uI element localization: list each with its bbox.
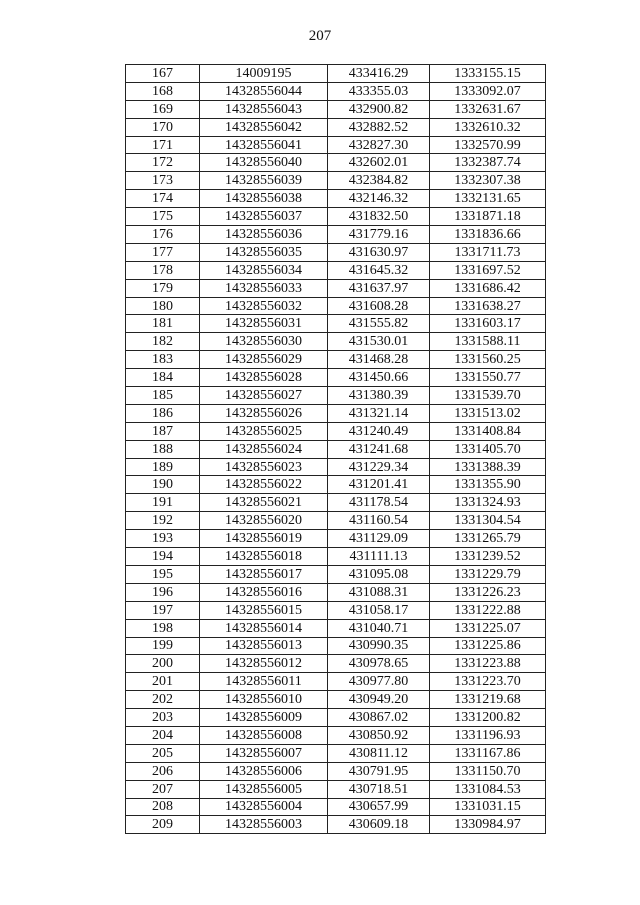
point-id-cell: 14328556003 [200, 816, 328, 834]
y-coordinate-cell: 1331223.70 [430, 673, 546, 691]
x-coordinate-cell: 430657.99 [328, 798, 430, 816]
y-coordinate-cell: 1331711.73 [430, 243, 546, 261]
y-coordinate-cell: 1331196.93 [430, 726, 546, 744]
y-coordinate-cell: 1332307.38 [430, 172, 546, 190]
x-coordinate-cell: 431530.01 [328, 333, 430, 351]
x-coordinate-cell: 431608.28 [328, 297, 430, 315]
point-id-cell: 14328556011 [200, 673, 328, 691]
table-row [126, 243, 546, 261]
x-coordinate-cell: 430609.18 [328, 816, 430, 834]
y-coordinate-cell: 1331219.68 [430, 691, 546, 709]
y-coordinate-cell: 1331550.77 [430, 369, 546, 387]
y-coordinate-cell: 1331265.79 [430, 530, 546, 548]
point-number-cell: 189 [126, 458, 200, 476]
point-number-cell: 204 [126, 726, 200, 744]
point-number-cell: 193 [126, 530, 200, 548]
table-row [126, 762, 546, 780]
table-row [126, 744, 546, 762]
point-id-cell: 14009195 [200, 65, 328, 83]
x-coordinate-cell: 430811.12 [328, 744, 430, 762]
point-number-cell: 186 [126, 404, 200, 422]
point-number-cell: 202 [126, 691, 200, 709]
y-coordinate-cell: 1331222.88 [430, 601, 546, 619]
y-coordinate-cell: 1331871.18 [430, 208, 546, 226]
point-id-cell: 14328556006 [200, 762, 328, 780]
point-number-cell: 184 [126, 369, 200, 387]
y-coordinate-cell: 1332387.74 [430, 154, 546, 172]
table-row [126, 548, 546, 566]
x-coordinate-cell: 430791.95 [328, 762, 430, 780]
point-id-cell: 14328556020 [200, 512, 328, 530]
point-id-cell: 14328556012 [200, 655, 328, 673]
x-coordinate-cell: 431229.34 [328, 458, 430, 476]
y-coordinate-cell: 1331304.54 [430, 512, 546, 530]
point-id-cell: 14328556009 [200, 709, 328, 727]
point-number-cell: 170 [126, 118, 200, 136]
y-coordinate-cell: 1333155.15 [430, 65, 546, 83]
table-row [126, 333, 546, 351]
y-coordinate-cell: 1331560.25 [430, 351, 546, 369]
x-coordinate-cell: 432900.82 [328, 100, 430, 118]
point-number-cell: 196 [126, 583, 200, 601]
point-id-cell: 14328556036 [200, 226, 328, 244]
x-coordinate-cell: 431241.68 [328, 440, 430, 458]
point-number-cell: 203 [126, 709, 200, 727]
table-row [126, 100, 546, 118]
x-coordinate-cell: 431555.82 [328, 315, 430, 333]
table-row [126, 655, 546, 673]
x-coordinate-cell: 431380.39 [328, 387, 430, 405]
table-row [126, 315, 546, 333]
table-row [126, 691, 546, 709]
x-coordinate-cell: 431111.13 [328, 548, 430, 566]
point-id-cell: 14328556024 [200, 440, 328, 458]
y-coordinate-cell: 1331200.82 [430, 709, 546, 727]
table-row [126, 154, 546, 172]
point-id-cell: 14328556044 [200, 82, 328, 100]
y-coordinate-cell: 1331355.90 [430, 476, 546, 494]
point-number-cell: 205 [126, 744, 200, 762]
point-id-cell: 14328556008 [200, 726, 328, 744]
point-number-cell: 194 [126, 548, 200, 566]
point-id-cell: 14328556022 [200, 476, 328, 494]
point-number-cell: 180 [126, 297, 200, 315]
point-number-cell: 167 [126, 65, 200, 83]
table-row [126, 619, 546, 637]
x-coordinate-cell: 432882.52 [328, 118, 430, 136]
table-row [126, 798, 546, 816]
x-coordinate-cell: 432146.32 [328, 190, 430, 208]
table-row [126, 565, 546, 583]
point-id-cell: 14328556013 [200, 637, 328, 655]
y-coordinate-cell: 1331603.17 [430, 315, 546, 333]
table-row [126, 387, 546, 405]
table-row [126, 226, 546, 244]
point-number-cell: 207 [126, 780, 200, 798]
coordinates-table [125, 64, 546, 834]
y-coordinate-cell: 1331031.15 [430, 798, 546, 816]
point-id-cell: 14328556023 [200, 458, 328, 476]
point-id-cell: 14328556035 [200, 243, 328, 261]
table-row [126, 190, 546, 208]
point-id-cell: 14328556026 [200, 404, 328, 422]
x-coordinate-cell: 430977.80 [328, 673, 430, 691]
point-id-cell: 14328556016 [200, 583, 328, 601]
point-id-cell: 14328556029 [200, 351, 328, 369]
x-coordinate-cell: 431832.50 [328, 208, 430, 226]
x-coordinate-cell: 431779.16 [328, 226, 430, 244]
point-id-cell: 14328556007 [200, 744, 328, 762]
table-row [126, 816, 546, 834]
x-coordinate-cell: 431040.71 [328, 619, 430, 637]
x-coordinate-cell: 430718.51 [328, 780, 430, 798]
table-row [126, 583, 546, 601]
table-row [126, 709, 546, 727]
point-id-cell: 14328556039 [200, 172, 328, 190]
point-number-cell: 197 [126, 601, 200, 619]
point-number-cell: 183 [126, 351, 200, 369]
y-coordinate-cell: 1331588.11 [430, 333, 546, 351]
y-coordinate-cell: 1331225.07 [430, 619, 546, 637]
point-number-cell: 168 [126, 82, 200, 100]
x-coordinate-cell: 431129.09 [328, 530, 430, 548]
table-row [126, 637, 546, 655]
point-id-cell: 14328556034 [200, 261, 328, 279]
point-number-cell: 176 [126, 226, 200, 244]
point-number-cell: 187 [126, 422, 200, 440]
y-coordinate-cell: 1331686.42 [430, 279, 546, 297]
table-row [126, 65, 546, 83]
table-row [126, 530, 546, 548]
point-id-cell: 14328556043 [200, 100, 328, 118]
table-row [126, 261, 546, 279]
point-id-cell: 14328556018 [200, 548, 328, 566]
point-number-cell: 191 [126, 494, 200, 512]
y-coordinate-cell: 1331836.66 [430, 226, 546, 244]
point-number-cell: 169 [126, 100, 200, 118]
x-coordinate-cell: 431468.28 [328, 351, 430, 369]
y-coordinate-cell: 1331638.27 [430, 297, 546, 315]
point-number-cell: 182 [126, 333, 200, 351]
table-row [126, 476, 546, 494]
x-coordinate-cell: 431201.41 [328, 476, 430, 494]
point-id-cell: 14328556019 [200, 530, 328, 548]
y-coordinate-cell: 1332610.32 [430, 118, 546, 136]
x-coordinate-cell: 431178.54 [328, 494, 430, 512]
y-coordinate-cell: 1332631.67 [430, 100, 546, 118]
point-number-cell: 188 [126, 440, 200, 458]
x-coordinate-cell: 432602.01 [328, 154, 430, 172]
y-coordinate-cell: 1331167.86 [430, 744, 546, 762]
point-id-cell: 14328556027 [200, 387, 328, 405]
x-coordinate-cell: 431095.08 [328, 565, 430, 583]
x-coordinate-cell: 432827.30 [328, 136, 430, 154]
point-number-cell: 192 [126, 512, 200, 530]
table-row [126, 404, 546, 422]
y-coordinate-cell: 1330984.97 [430, 816, 546, 834]
table-row [126, 512, 546, 530]
y-coordinate-cell: 1331239.52 [430, 548, 546, 566]
y-coordinate-cell: 1331150.70 [430, 762, 546, 780]
point-id-cell: 14328556005 [200, 780, 328, 798]
point-number-cell: 179 [126, 279, 200, 297]
x-coordinate-cell: 433416.29 [328, 65, 430, 83]
point-number-cell: 185 [126, 387, 200, 405]
point-number-cell: 199 [126, 637, 200, 655]
point-id-cell: 14328556042 [200, 118, 328, 136]
point-id-cell: 14328556021 [200, 494, 328, 512]
point-id-cell: 14328556028 [200, 369, 328, 387]
point-id-cell: 14328556038 [200, 190, 328, 208]
point-id-cell: 14328556004 [200, 798, 328, 816]
point-id-cell: 14328556030 [200, 333, 328, 351]
table-row [126, 82, 546, 100]
table-row [126, 422, 546, 440]
x-coordinate-cell: 430949.20 [328, 691, 430, 709]
x-coordinate-cell: 431630.97 [328, 243, 430, 261]
point-id-cell: 14328556032 [200, 297, 328, 315]
table-row [126, 297, 546, 315]
point-number-cell: 175 [126, 208, 200, 226]
point-id-cell: 14328556031 [200, 315, 328, 333]
y-coordinate-cell: 1331324.93 [430, 494, 546, 512]
table-row [126, 458, 546, 476]
table-row [126, 172, 546, 190]
x-coordinate-cell: 431088.31 [328, 583, 430, 601]
point-id-cell: 14328556014 [200, 619, 328, 637]
x-coordinate-cell: 432384.82 [328, 172, 430, 190]
y-coordinate-cell: 1331388.39 [430, 458, 546, 476]
point-id-cell: 14328556017 [200, 565, 328, 583]
point-number-cell: 177 [126, 243, 200, 261]
y-coordinate-cell: 1331226.23 [430, 583, 546, 601]
x-coordinate-cell: 431160.54 [328, 512, 430, 530]
y-coordinate-cell: 1331539.70 [430, 387, 546, 405]
point-id-cell: 14328556041 [200, 136, 328, 154]
y-coordinate-cell: 1331225.86 [430, 637, 546, 655]
table-row [126, 279, 546, 297]
x-coordinate-cell: 431321.14 [328, 404, 430, 422]
point-number-cell: 201 [126, 673, 200, 691]
x-coordinate-cell: 431645.32 [328, 261, 430, 279]
table-row [126, 351, 546, 369]
y-coordinate-cell: 1332131.65 [430, 190, 546, 208]
point-number-cell: 200 [126, 655, 200, 673]
point-number-cell: 173 [126, 172, 200, 190]
x-coordinate-cell: 430990.35 [328, 637, 430, 655]
table-row [126, 726, 546, 744]
point-id-cell: 14328556033 [200, 279, 328, 297]
x-coordinate-cell: 430850.92 [328, 726, 430, 744]
y-coordinate-cell: 1331405.70 [430, 440, 546, 458]
point-number-cell: 172 [126, 154, 200, 172]
x-coordinate-cell: 431450.66 [328, 369, 430, 387]
page-number: 207 [308, 28, 332, 44]
table-row [126, 780, 546, 798]
x-coordinate-cell: 431637.97 [328, 279, 430, 297]
x-coordinate-cell: 430978.65 [328, 655, 430, 673]
table-row [126, 136, 546, 154]
point-number-cell: 209 [126, 816, 200, 834]
table-row [126, 208, 546, 226]
point-number-cell: 198 [126, 619, 200, 637]
point-number-cell: 195 [126, 565, 200, 583]
point-id-cell: 14328556010 [200, 691, 328, 709]
table-row [126, 673, 546, 691]
point-number-cell: 181 [126, 315, 200, 333]
x-coordinate-cell: 431240.49 [328, 422, 430, 440]
y-coordinate-cell: 1331084.53 [430, 780, 546, 798]
point-id-cell: 14328556025 [200, 422, 328, 440]
table-row [126, 118, 546, 136]
point-id-cell: 14328556037 [200, 208, 328, 226]
point-number-cell: 174 [126, 190, 200, 208]
point-number-cell: 178 [126, 261, 200, 279]
table-row [126, 369, 546, 387]
y-coordinate-cell: 1331229.79 [430, 565, 546, 583]
point-id-cell: 14328556015 [200, 601, 328, 619]
point-number-cell: 208 [126, 798, 200, 816]
y-coordinate-cell: 1332570.99 [430, 136, 546, 154]
table-row [126, 440, 546, 458]
point-number-cell: 171 [126, 136, 200, 154]
point-number-cell: 206 [126, 762, 200, 780]
coordinates-table-body [126, 65, 546, 834]
y-coordinate-cell: 1331513.02 [430, 404, 546, 422]
y-coordinate-cell: 1333092.07 [430, 82, 546, 100]
y-coordinate-cell: 1331408.84 [430, 422, 546, 440]
x-coordinate-cell: 431058.17 [328, 601, 430, 619]
table-row [126, 494, 546, 512]
point-id-cell: 14328556040 [200, 154, 328, 172]
point-number-cell: 190 [126, 476, 200, 494]
x-coordinate-cell: 433355.03 [328, 82, 430, 100]
y-coordinate-cell: 1331697.52 [430, 261, 546, 279]
x-coordinate-cell: 430867.02 [328, 709, 430, 727]
y-coordinate-cell: 1331223.88 [430, 655, 546, 673]
table-row [126, 601, 546, 619]
